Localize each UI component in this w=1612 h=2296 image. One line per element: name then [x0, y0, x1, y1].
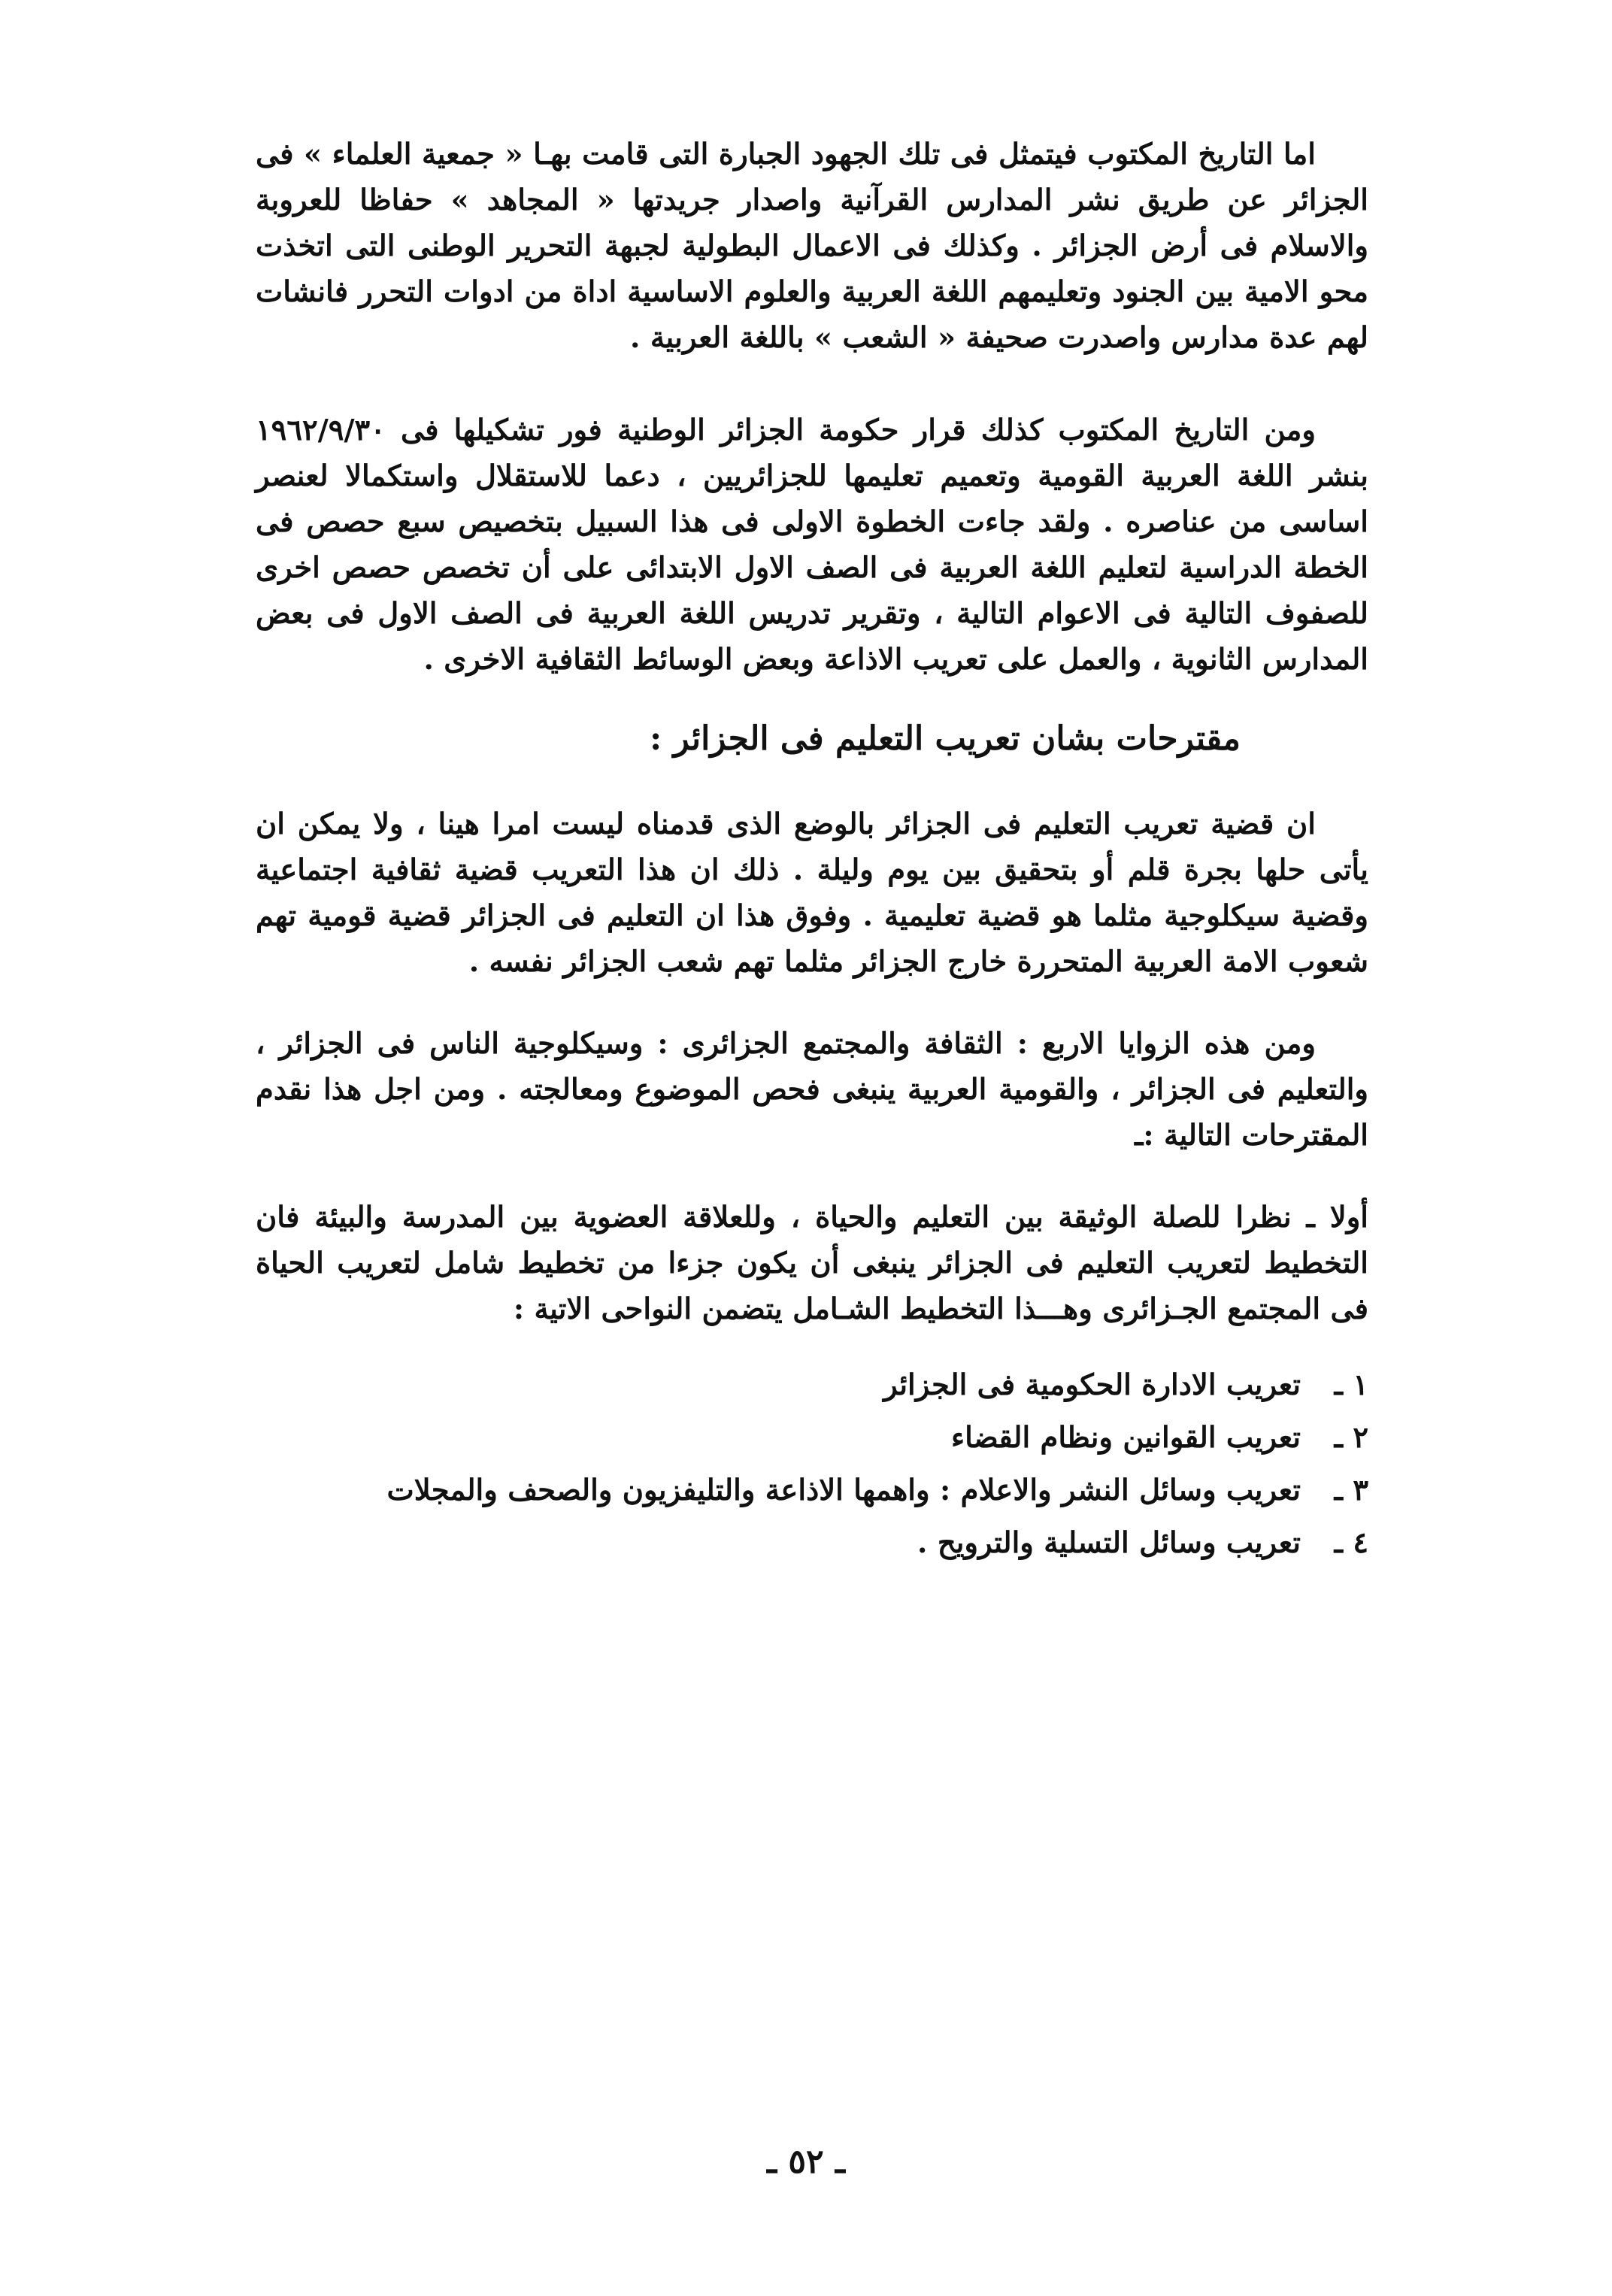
list-item-number: ٣ ـ: [1334, 1474, 1368, 1507]
list-item-number: ٢ ـ: [1334, 1421, 1368, 1455]
list-item: [256, 1520, 1368, 1567]
paragraph-arabization-issue: [256, 801, 1368, 985]
paragraph-text: اما التاريخ المكتوب فيتمثل فى تلك الجهود الجبارة التى قامت بهـا « جمعية العلماء » فى الجزائر عن طريق نشر المدارس القرآنية واصدار جريدتها « المجاهد » حفاظا للعروبة والاسلام فى أرض الجزائر . وكذلك فى الاعمال البطولية لجبهة التحرير الوطنى التى اتخذت محو الامية بين الجنود وتعليمهم اللغة العربية والعلوم الاساسية اداة من ادوات التحرر فانشات لهم عدة مدارس واصدرت صحيفة « الشعب » باللغة العربية .: [256, 138, 1368, 355]
list-item-number: ١ ـ: [1334, 1368, 1368, 1402]
list-item-text: تعريب وسائل النشر والاعلام : واهمها الاذاعة والتليفزيون والصحف والمجلات: [386, 1474, 1301, 1507]
document-page: [256, 132, 1368, 2267]
list-item-text: تعريب الادارة الحكومية فى الجزائر: [883, 1368, 1301, 1402]
list-item: [256, 1415, 1368, 1462]
list-item-text: تعريب وسائل التسلية والترويح .: [917, 1526, 1301, 1560]
list-item-text: تعريب القوانين ونظام القضاء: [951, 1421, 1301, 1455]
paragraph-first-point: [256, 1195, 1368, 1332]
list-item: [256, 1362, 1368, 1409]
paragraph-text: ومن التاريخ المكتوب كذلك قرار حكومة الجزائر الوطنية فور تشكيلها فى ١٩٦٢/٩/٣٠ بنشر اللغة العربية القومية وتعميم تعليمها للجزائريين ، دعما للاستقلال واستكمالا لعنصر اساسى من عناصره . ولقد جاءت الخطوة الاولى فى هذا السبيل بتخصيص سبع حصص فى الخطة الدراسية لتعليم اللغة العربية فى الصف الاول الابتدائى على أن تخصص حصص اخرى للصفوف التالية فى الاعوام التالية ، وتقرير تدريس اللغة العربية فى الصف الاول فى بعض المدارس الثانوية ، والعمل على تعريب الاذاعة وبعض الوسائط الثقافية الاخرى .: [256, 413, 1368, 677]
first-point-text: نظرا للصلة الوثيقة بين التعليم والحياة ، وللعلاقة العضوية بين المدرسة والبيئة فان التخطيط لتعريب التعليم فى الجزائر ينبغى أن يكون جزءا من تخطيط شامل لتعريب الحياة فى المجتمع الجـزائرى وهـــذا التخطيط الشـامل يتضمن النواحى الاتية :: [256, 1201, 1368, 1326]
list-item: [256, 1468, 1368, 1514]
paragraph-text: ومن هذه الزوايا الاربع : الثقافة والمجتمع الجزائرى : وسيكلوجية الناس فى الجزائر ، والتعليم فى الجزائر ، والقومية العربية ينبغى فحص الموضوع ومعالجته . ومن اجل هذا نقدم المقترحات التالية :ـ: [256, 1027, 1368, 1153]
paragraph-four-angles: [256, 1021, 1368, 1159]
page-number: ـ ٥٢ ـ: [767, 2143, 845, 2181]
section-heading: مقترحات بشان تعريب التعليم فى الجزائر :: [649, 719, 1241, 758]
first-point-lead: أولا ـ: [1306, 1201, 1368, 1234]
arabization-list: [256, 1362, 1368, 1567]
paragraph-text: ان قضية تعريب التعليم فى الجزائر بالوضع الذى قدمناه ليست امرا هينا ، ولا يمكن ان يأتى حلها بجرة قلم أو بتحقيق بين يوم وليلة . ذلك ان هذا التعريب قضية ثقافية اجتماعية وقضية سيكلوجية مثلما هو قضية تعليمية . وفوق هذا ان التعليم فى الجزائر قضية قومية تهم شعوب الامة العربية المتحررة خارج الجزائر مثلما تهم شعب الجزائر نفسه .: [256, 807, 1368, 979]
paragraph-government-decision: [256, 407, 1368, 683]
paragraph-written-history: [256, 132, 1368, 361]
list-item-number: ٤ ـ: [1334, 1526, 1368, 1560]
